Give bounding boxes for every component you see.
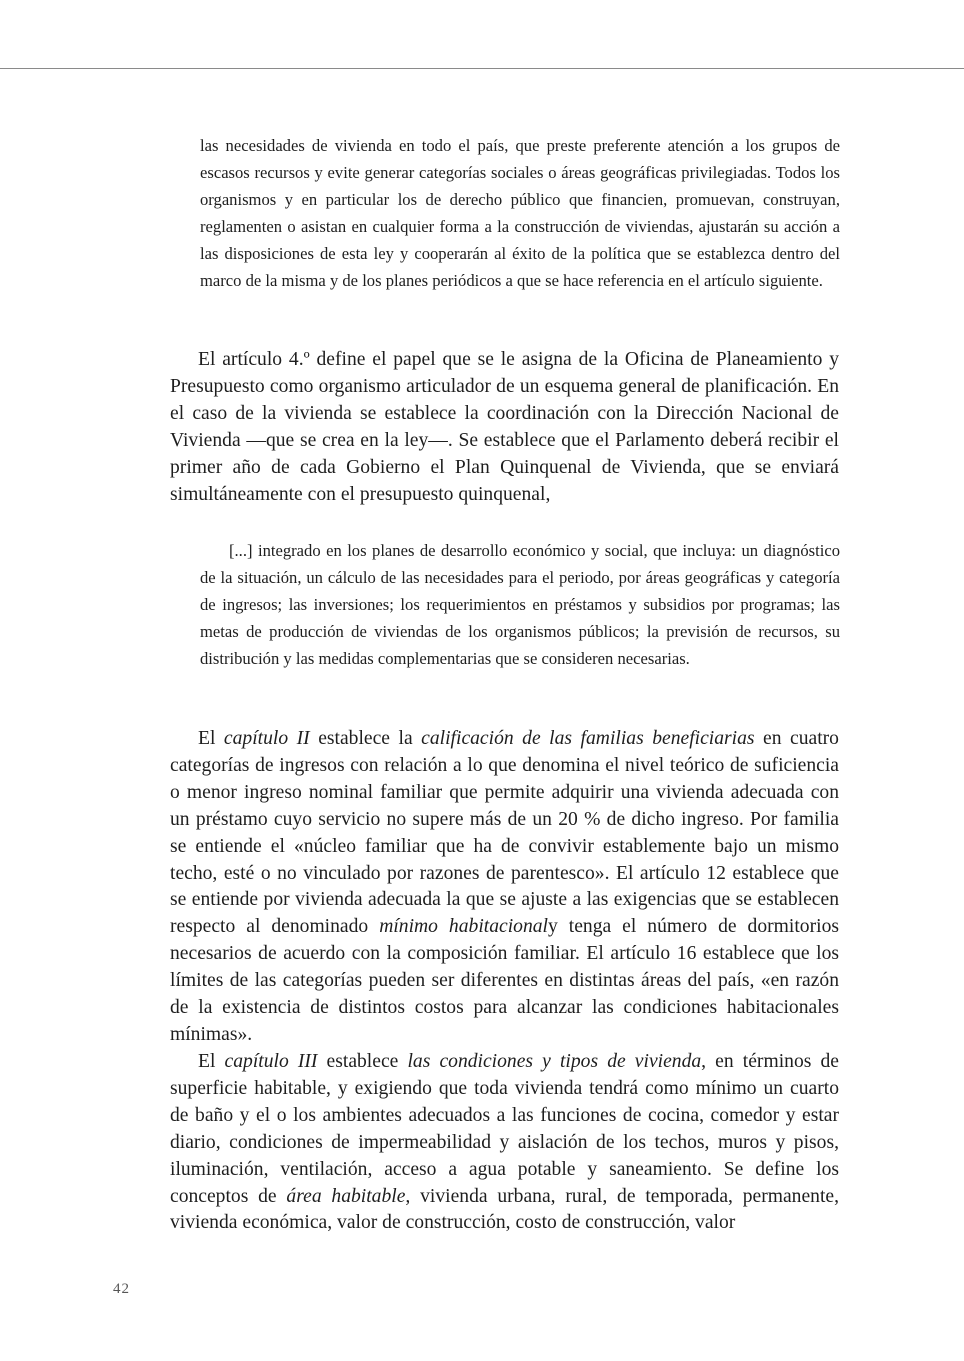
- italic-term: mínimo habitacional: [379, 916, 548, 938]
- body-paragraph-2: [170, 726, 839, 1049]
- paragraph-text: vivienda urbana, rural, de temporada, permanente, vivienda económica, valor de construcción, costo de construcción, valor: [170, 1185, 839, 1234]
- body-paragraph-3: [170, 1049, 839, 1237]
- italic-term: calificación de las familias beneficiarias: [421, 728, 755, 749]
- body-paragraph-1: El artículo 4.º define el papel que se le asigna de la Oficina de Planeamiento y Presupuesto como organismo articulador de un esquema general de planificación. En el caso de la vivienda se establece la coordinación con la Dirección Nacional de Vivienda —que se crea en la ley—. Se establece que el Parlamento deberá recibir el primer año de cada Gobierno el Plan Quinquenal de Vivienda, que se enviará simultáneamente con el presupuesto quinquenal,: [170, 349, 839, 505]
- paragraph-text: , en términos de superficie habitable, y exigiendo que toda vivienda tendrá como mínimo un cuarto de baño y el o los ambientes adecuados a las funciones de cocina, comedor y estar diario, condiciones de impermeabilidad y aislación de los techos, muros y pisos, iluminación, ventilación, acceso a agua potable y saneamiento. Se define los conceptos de: [170, 1051, 839, 1207]
- paragraph-text: establece: [317, 1051, 408, 1072]
- block-quote-2: [...] integrado en los planes de desarrollo económico y social, que incluya: un diagnóstico de la situación, un cálculo de las necesidades para el periodo, por áreas geográficas y categoría de ingresos; las inversiones; los requerimientos en préstamos y subsidios por programas; las metas de producción de viviendas de los organismos públicos; la previsión de recursos, su distribución y las medidas complementarias que se consideren necesarias.: [200, 541, 840, 668]
- paragraph-text: establece la: [309, 728, 422, 749]
- paragraph-text: en cuatro categorías de ingresos con relación a lo que denomina el nivel teórico de suficiencia o menor ingreso nominal familiar que permite adquirir una vivienda adecuada con un préstamo cuyo servicio no supere más de un 20 % de dicho ingreso. Por familia se entiende el «núcleo familiar que ha de convivir establemente bajo un mismo techo, esté o no vinculado por razones de parentesco». El artículo 12 establece que se entiende por vivienda adecuada la que se ajuste a las exigencias que se establecen respecto al denominado: [170, 728, 839, 938]
- italic-term: las condiciones y tipos de vivienda: [407, 1051, 702, 1072]
- page-number: 42: [113, 1281, 130, 1297]
- paragraph-text: y tenga el número de dormitorios necesarios de acuerdo con la composición familiar. El artículo 16 establece que los límites de las categorías pueden ser diferentes en distintas áreas del país, «en razón de la existencia de distintos costos para alcanzar las condiciones habitacionales mínimas».: [170, 916, 839, 1045]
- paragraph-text: El: [198, 728, 224, 749]
- block-quote-1: las necesidades de vivienda en todo el país, que preste preferente atención a los grupos de escasos recursos y evite generar categorías sociales o áreas geográficas privilegiadas. Todos los organismos y en particular los de derecho público que financien, promuevan, construyan, reglamenten o asistan en cualquier forma a la construcción de viviendas, ajustarán su acción a las disposiciones de esta ley y cooperarán al éxito de la política que se establezca dentro del marco de la misma y de los planes periódicos a que se hace referencia en el artículo siguiente.: [200, 136, 840, 290]
- italic-term: capítulo III: [224, 1051, 318, 1072]
- italic-term: capítulo II: [223, 728, 310, 749]
- header-rule: [0, 68, 964, 69]
- italic-term: área habitable,: [286, 1185, 411, 1207]
- paragraph-text: El: [198, 1051, 225, 1072]
